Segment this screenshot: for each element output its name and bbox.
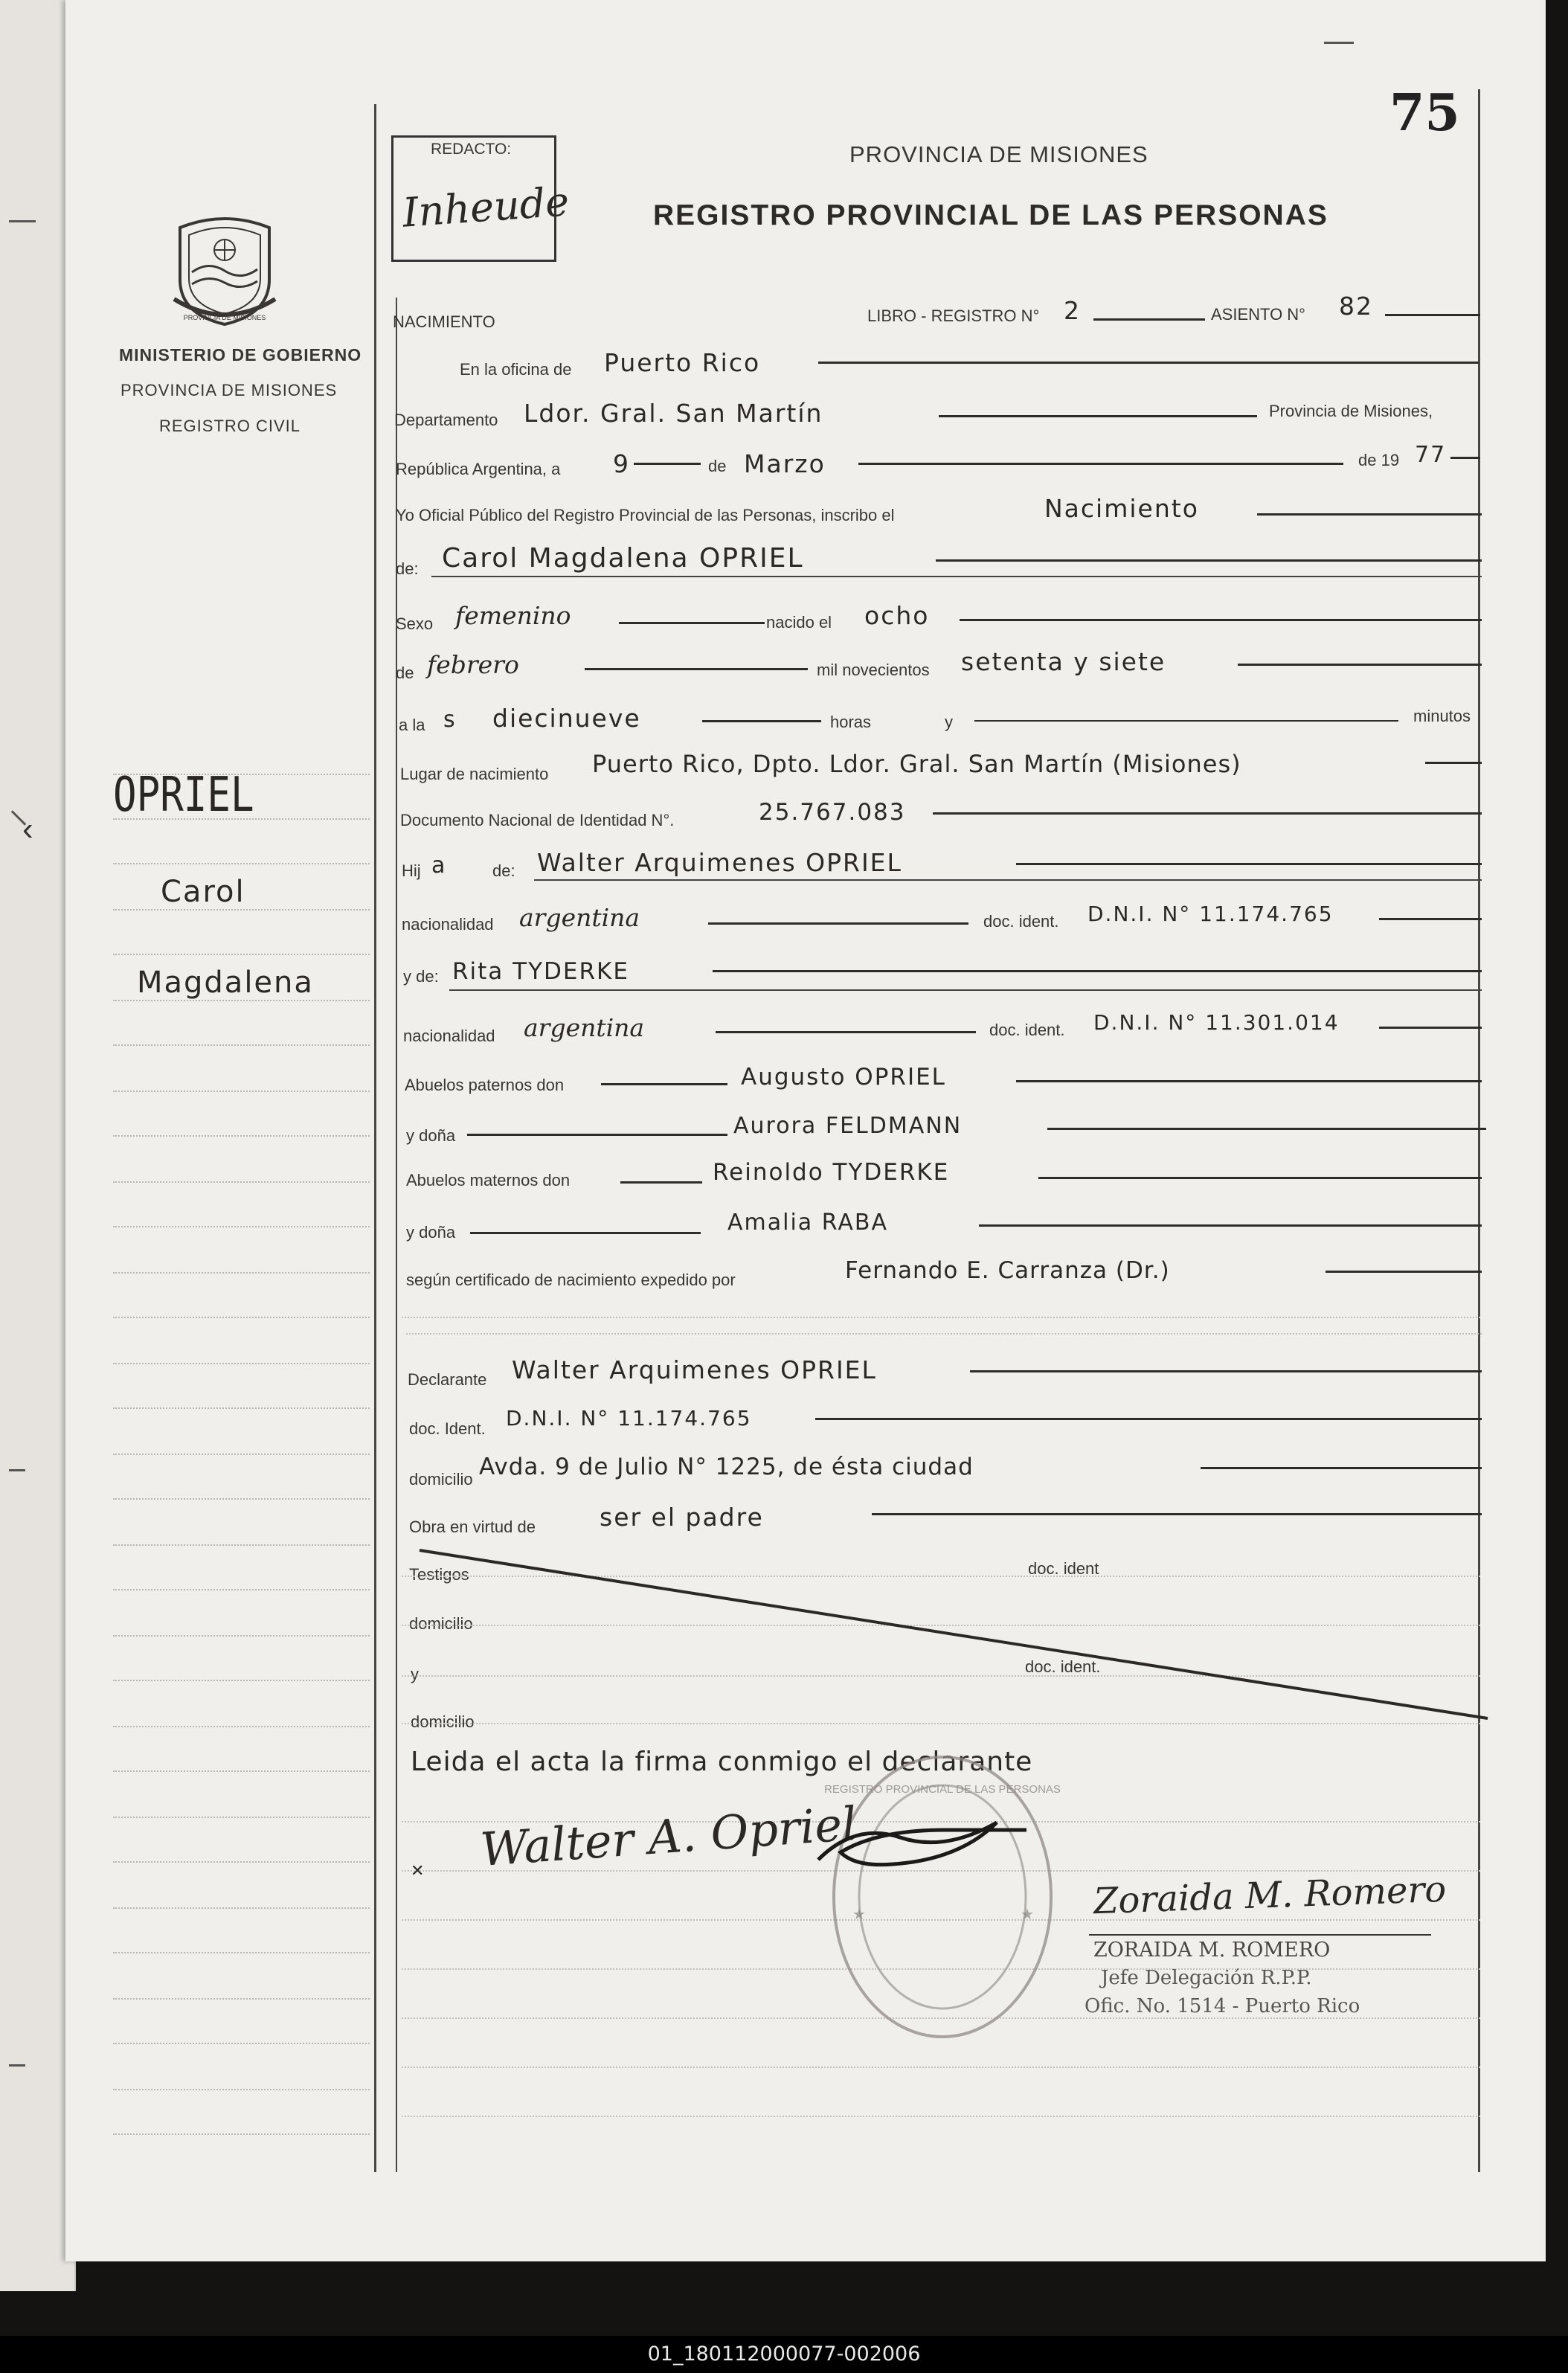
sexo-value: femenino [455, 601, 571, 630]
ministry-province: PROVINCIA DE MISIONES [121, 381, 338, 399]
official-office: Ofic. No. 1514 - Puerto Rico [1085, 1995, 1360, 2017]
testigos-label: Testigos [409, 1565, 469, 1584]
sidebar-first-name: Carol [161, 875, 245, 909]
declarant-signature-mark: ✕ [411, 1861, 425, 1880]
de-label-1: de [708, 457, 727, 475]
dni-value: 25.767.083 [759, 799, 906, 826]
ab-pat-dona-value: Aurora FELDMANN [733, 1113, 963, 1139]
nacido-dia-value: ocho [864, 601, 930, 630]
ab-mat-dona-label: y doña [406, 1223, 456, 1242]
departamento-value: Ldor. Gral. San Martín [524, 399, 823, 428]
padre-nac-value: argentina [519, 903, 640, 932]
stamp-text: REGISTRO PROVINCIAL DE LAS PERSONAS [824, 1783, 1061, 1796]
svg-text:★: ★ [1021, 1907, 1034, 1923]
oficina-value: Puerto Rico [604, 348, 761, 377]
cert-label: según certificado de nacimiento expedido por [406, 1271, 736, 1289]
madre-value: Rita TYDERKE [452, 958, 629, 985]
testigos-doc-label: doc. ident [1028, 1559, 1099, 1578]
inner-left-rule [396, 298, 397, 2172]
madre-doc-value: D.N.I. N° 11.301.014 [1093, 1010, 1340, 1035]
cert-value: Fernando E. Carranza (Dr.) [845, 1257, 1170, 1284]
oficina-label: En la oficina de [460, 360, 572, 379]
hijo-label: Hij [402, 861, 421, 880]
minutos-label: minutos [1413, 707, 1471, 725]
ministry-registry: REGISTRO CIVIL [159, 417, 301, 435]
bracket-mark: ‹ [22, 811, 33, 847]
top-dash [1324, 42, 1354, 44]
ab-pat-label: Abuelos paternos don [405, 1076, 565, 1094]
page-number: 75 [1389, 83, 1460, 143]
header-province: PROVINCIA DE MISIONES [849, 141, 1148, 167]
de-nombre-label: de: [396, 559, 419, 578]
year-prefix-label: de 19 [1358, 451, 1400, 469]
dni-label: Documento Nacional de Identidad N°. [400, 811, 675, 829]
departamento-label: Departamento [394, 411, 498, 429]
void-strike-line [402, 1532, 1495, 1726]
ab-pat-don-value: Augusto OPRIEL [741, 1064, 946, 1091]
testigos-y-label: y [411, 1665, 419, 1683]
testigos-domicilio-label: domicilio [409, 1614, 473, 1633]
republica-label: República Argentina, a [396, 460, 561, 478]
official-signature-underline [1089, 1934, 1431, 1936]
official-signature: Zoraida M. Romero [1093, 1868, 1447, 1923]
redacto-label: REDACTO: [431, 141, 512, 158]
left-margin-rule [374, 104, 376, 2172]
asiento-value: 82 [1339, 292, 1373, 321]
image-id: 01_180112000077-002006 [647, 2343, 921, 2366]
official-title: Jefe Delegación R.P.P. [1101, 1967, 1312, 1989]
sidebar-surname: OPRIEL [113, 768, 254, 823]
obra-label: Obra en virtud de [409, 1518, 536, 1536]
ministry-title: MINISTERIO DE GOBIERNO [119, 345, 362, 365]
official-name: ZORAIDA M. ROMERO [1093, 1939, 1331, 1962]
horas-label: horas [830, 713, 872, 731]
alas-label: a la [399, 716, 425, 734]
padre-nac-label: nacionalidad [402, 915, 494, 934]
madre-doc-label: doc. ident. [989, 1021, 1065, 1039]
header-title: REGISTRO PROVINCIAL DE LAS PERSONAS [653, 199, 1328, 231]
ab-pat-dona-label: y doña [406, 1126, 456, 1145]
inscripcion-value: Nacimiento [1044, 494, 1199, 523]
nacido-label: nacido el [766, 613, 832, 632]
madre-nac-value: argentina [524, 1013, 645, 1042]
provincia-label: Provincia de Misiones, [1269, 402, 1433, 420]
nacido-mes-value: febrero [427, 650, 519, 679]
testigos-doc-label-2: doc. ident. [1025, 1657, 1101, 1676]
declarante-label: Declarante [408, 1370, 487, 1389]
domicilio-value: Avda. 9 de Julio N° 1225, de ésta ciudad [479, 1454, 974, 1480]
oficial-label: Yo Oficial Público del Registro Provincial de las Personas, inscribo el [396, 506, 895, 524]
madre-nac-label: nacionalidad [403, 1027, 495, 1045]
testigos-domicilio-label-2: domicilio [411, 1712, 475, 1731]
padre-doc-value: D.N.I. N° 11.174.765 [1087, 902, 1334, 926]
padre-value: Walter Arquimenes OPRIEL [537, 848, 902, 877]
libro-value: 2 [1064, 296, 1081, 325]
de-label-2: de [396, 664, 414, 682]
madre-label: y de: [403, 967, 439, 986]
ab-mat-label: Abuelos maternos don [406, 1171, 571, 1189]
ab-mat-don-value: Reinoldo TYDERKE [713, 1159, 950, 1186]
sidebar-middle-name: Magdalena [137, 966, 314, 1000]
day-value: 9 [613, 449, 630, 478]
domicilio-label: domicilio [409, 1470, 473, 1489]
declarante-doc-value: D.N.I. N° 11.174.765 [506, 1406, 752, 1430]
record-type-label: NACIMIENTO [393, 312, 495, 331]
right-margin-rule [1478, 89, 1480, 2172]
redacto-box [391, 135, 571, 262]
lugar-value: Puerto Rico, Dpto. Ldor. Gral. San Martín (Misiones) [592, 750, 1241, 778]
previous-page-edge [0, 0, 76, 2291]
obra-value: ser el padre [600, 1503, 764, 1532]
hora-value: diecinueve [492, 704, 641, 733]
y-label: y [945, 713, 953, 731]
lugar-label: Lugar de nacimiento [400, 765, 549, 783]
hora-prefix: s [443, 707, 457, 733]
de-padre-label: de: [492, 861, 515, 880]
month-value: Marzo [744, 449, 826, 478]
declarante-value: Walter Arquimenes OPRIEL [512, 1355, 877, 1384]
redacto-signature: Inheude [401, 178, 571, 237]
mil-label: mil novecientos [817, 661, 930, 679]
sexo-label: Sexo [396, 614, 434, 633]
seal-text: PROVINCIA DE MISIONES [183, 314, 266, 321]
leida-text: Leida el acta la firma conmigo el declarante [411, 1747, 1033, 1777]
ab-mat-dona-value: Amalia RABA [727, 1210, 888, 1236]
official-stamp [824, 1748, 1061, 2046]
year-value: 77 [1415, 442, 1447, 468]
hijo-suffix: a [431, 852, 447, 879]
footer-bar [0, 2336, 1568, 2373]
asiento-label: ASIENTO N° [1211, 305, 1305, 324]
nombre-value: Carol Magdalena OPRIEL [442, 543, 804, 574]
nacido-anio-value: setenta y siete [961, 647, 1166, 676]
signature-flourish [811, 1808, 1034, 1882]
declarante-doc-label: doc. Ident. [409, 1419, 486, 1438]
svg-text:★: ★ [852, 1907, 866, 1923]
padre-doc-label: doc. ident. [983, 912, 1059, 931]
declarant-signature: Walter A. Opriel [478, 1796, 859, 1877]
libro-label: LIBRO - REGISTRO N° [867, 306, 1040, 325]
ministry-seal [170, 211, 280, 329]
